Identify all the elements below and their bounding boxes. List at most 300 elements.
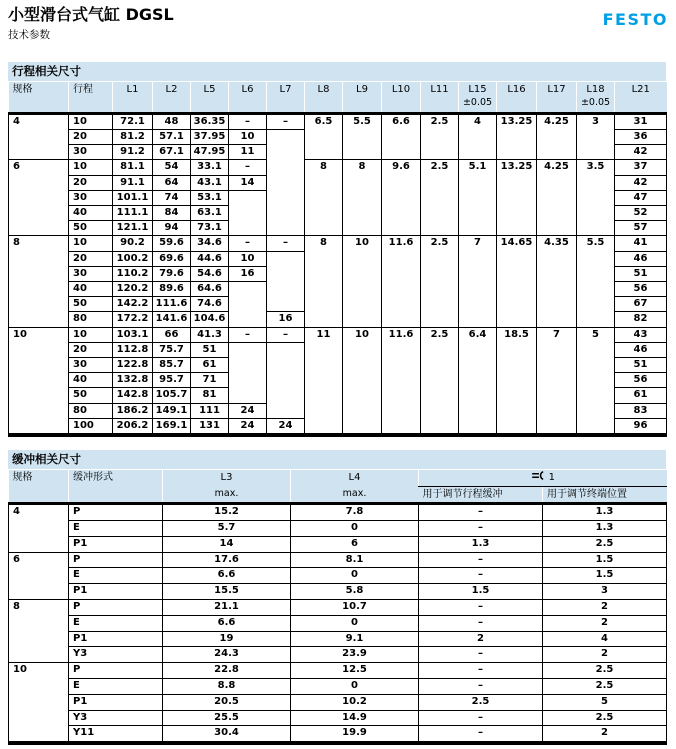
column-header: L9 xyxy=(343,82,382,113)
table-row xyxy=(9,600,667,616)
table-cell: 59.6 xyxy=(153,236,191,251)
table-cell: 51 xyxy=(615,357,667,372)
table-cell: 36.35 xyxy=(191,113,229,129)
table-cell: – xyxy=(229,327,267,342)
table-cell: 0 xyxy=(291,568,419,584)
table-cell: 83 xyxy=(615,403,667,418)
table-cell: 131 xyxy=(191,418,229,435)
table-cell: 1.5 xyxy=(419,584,543,600)
table-cell: 66 xyxy=(153,327,191,342)
table-cell: 47 xyxy=(615,190,667,205)
table-cell: 100.2 xyxy=(113,251,153,266)
table-row xyxy=(9,647,667,663)
table-row xyxy=(9,160,667,175)
table-cell: – xyxy=(419,726,543,743)
l4-max-label: max. xyxy=(342,487,367,499)
table-cell: P1 xyxy=(69,631,163,647)
table-cell: 48 xyxy=(153,113,191,129)
table-cell: 6 xyxy=(291,536,419,552)
table-cell: 10 xyxy=(69,113,113,129)
table-cell: 46 xyxy=(615,251,667,266)
table-cell: 149.1 xyxy=(153,403,191,418)
table-cell: 206.2 xyxy=(113,418,153,435)
table-cell: 56 xyxy=(615,281,667,296)
table-cell: 10.7 xyxy=(291,600,419,616)
table-row xyxy=(9,504,667,521)
table-cell: 81 xyxy=(191,388,229,403)
table-cell: 81.1 xyxy=(113,160,153,175)
table-cell: 5 xyxy=(543,694,667,710)
table-cell: 3 xyxy=(543,584,667,600)
table-cell: 6 xyxy=(9,160,69,236)
table-cell: 23.9 xyxy=(291,647,419,663)
table-cell xyxy=(267,251,305,312)
table-cell: 2.5 xyxy=(543,710,667,726)
table-cell: 10 xyxy=(343,327,382,435)
table-cell: 1.3 xyxy=(419,536,543,552)
table-cell: 56 xyxy=(615,373,667,388)
table-cell: 81.2 xyxy=(113,129,153,144)
col-header-hex-key-group xyxy=(419,470,667,486)
table-cell: 6.5 xyxy=(305,113,343,160)
table-cell: 40 xyxy=(69,373,113,388)
table-row xyxy=(9,568,667,584)
table-cell: 169.1 xyxy=(153,418,191,435)
table-cell: 10 xyxy=(9,663,69,743)
table-cell: 6.4 xyxy=(459,327,497,435)
table-cell: 19 xyxy=(163,631,291,647)
table-cell: 64.6 xyxy=(191,281,229,296)
table-cell: 0 xyxy=(291,521,419,537)
table-cell: 30 xyxy=(69,266,113,281)
table-cell: 2.5 xyxy=(421,113,459,160)
table-cell: 120.2 xyxy=(113,281,153,296)
table-cell: 104.6 xyxy=(191,312,229,327)
table-cell: 85.7 xyxy=(153,357,191,372)
table-cell: 101.1 xyxy=(113,190,153,205)
col-header-adjust-stroke-cushion: 用于调节行程缓冲 xyxy=(419,486,543,504)
table-cell: 30.4 xyxy=(163,726,291,743)
table-cell: 15.2 xyxy=(163,504,291,521)
table-cell: 4.25 xyxy=(537,113,577,160)
table-cell: – xyxy=(229,160,267,175)
table-cell: 110.2 xyxy=(113,266,153,281)
page-title: 小型滑台式气缸 DGSL xyxy=(8,5,174,24)
table-cell: 11 xyxy=(229,145,267,160)
table-cell: 112.8 xyxy=(113,342,153,357)
table-cell: 34.6 xyxy=(191,236,229,251)
table-cell: 13.25 xyxy=(497,160,537,236)
table-cell: 14.9 xyxy=(291,710,419,726)
table-cell: 1.5 xyxy=(543,568,667,584)
table-cell: 74.6 xyxy=(191,297,229,312)
col-header-spec: 规格 xyxy=(9,470,69,504)
table-cell xyxy=(267,129,305,235)
table-cell: 36 xyxy=(615,129,667,144)
table-cell: 24 xyxy=(267,418,305,435)
column-header: L16 xyxy=(497,82,537,113)
table-cell: – xyxy=(267,113,305,129)
table-cell: 0 xyxy=(291,678,419,694)
table-cell: 111.1 xyxy=(113,205,153,220)
table-cell: 15.5 xyxy=(163,584,291,600)
table-cell: 61 xyxy=(191,357,229,372)
table-cell: Y3 xyxy=(69,710,163,726)
table-cell: 100 xyxy=(69,418,113,435)
table-cell: 10 xyxy=(69,160,113,175)
l4-label: L4 xyxy=(348,472,361,484)
table-cell: 50 xyxy=(69,297,113,312)
table-cell: 57 xyxy=(615,221,667,236)
table-cell: 20 xyxy=(69,251,113,266)
table-cell: 43 xyxy=(615,327,667,342)
table-cell: 7.8 xyxy=(291,504,419,521)
table-cell: – xyxy=(419,600,543,616)
table-cell: 11 xyxy=(305,327,343,435)
table-cell: 30 xyxy=(69,357,113,372)
table-cell: 41.3 xyxy=(191,327,229,342)
table-cell: 7 xyxy=(537,327,577,435)
table-row xyxy=(9,726,667,743)
table-cell: 63.1 xyxy=(191,205,229,220)
table-cell: 16 xyxy=(229,266,267,281)
table-cell: 3.5 xyxy=(577,160,615,236)
table-cell: 9.6 xyxy=(382,160,421,236)
table-cell: 13.25 xyxy=(497,113,537,160)
table-cell: 2.5 xyxy=(543,663,667,679)
table-cell: 6.6 xyxy=(382,113,421,160)
table-cell: 122.8 xyxy=(113,357,153,372)
column-header: L2 xyxy=(153,82,191,113)
table-cell: E xyxy=(69,615,163,631)
table-cell: – xyxy=(419,678,543,694)
table-cell: 2.5 xyxy=(421,327,459,435)
table-cell: 31 xyxy=(615,113,667,129)
table-cell xyxy=(229,281,267,327)
table-row xyxy=(9,678,667,694)
table-cell: 61 xyxy=(615,388,667,403)
table-cell: 10 xyxy=(343,236,382,327)
table-cell: 80 xyxy=(69,403,113,418)
table-cell: 25.5 xyxy=(163,710,291,726)
column-header: L11 xyxy=(421,82,459,113)
table-cell: 111.6 xyxy=(153,297,191,312)
table-cell: 57.1 xyxy=(153,129,191,144)
table-cell: 19.9 xyxy=(291,726,419,743)
table-cell: 21.1 xyxy=(163,600,291,616)
table-cell: 43.1 xyxy=(191,175,229,190)
table-cell: 2.5 xyxy=(543,678,667,694)
table-cell: 30 xyxy=(69,145,113,160)
table-cell: 4 xyxy=(9,113,69,160)
table-cell xyxy=(229,342,267,403)
table-row xyxy=(9,327,667,342)
table-cell: 73.1 xyxy=(191,221,229,236)
table-cell: – xyxy=(229,236,267,251)
cushion-table-title: 缓冲相关尺寸 xyxy=(8,450,666,469)
table-cell: 1.3 xyxy=(543,521,667,537)
table-cell: 54 xyxy=(153,160,191,175)
table-cell: 2 xyxy=(543,726,667,743)
table-cell: 37.95 xyxy=(191,129,229,144)
stroke-dimensions-section xyxy=(8,62,666,437)
table-cell: 4 xyxy=(9,504,69,552)
table-cell: 11.6 xyxy=(382,236,421,327)
table-cell: 14.65 xyxy=(497,236,537,327)
table-cell: 44.6 xyxy=(191,251,229,266)
table-cell: 16 xyxy=(267,312,305,327)
table-row xyxy=(9,536,667,552)
table-cell: 33.1 xyxy=(191,160,229,175)
table-cell: 50 xyxy=(69,388,113,403)
table-cell: 5.5 xyxy=(577,236,615,327)
table-cell: 24 xyxy=(229,403,267,418)
table-cell: 51 xyxy=(191,342,229,357)
table-cell: – xyxy=(419,504,543,521)
hex-key-size: 1 xyxy=(548,471,555,483)
table-cell: – xyxy=(419,521,543,537)
table-cell: 82 xyxy=(615,312,667,327)
table-row xyxy=(9,710,667,726)
table-cell: 69.6 xyxy=(153,251,191,266)
column-header: 行程 xyxy=(69,82,113,113)
stroke-dimensions-table xyxy=(8,82,667,437)
table-cell: 14 xyxy=(163,536,291,552)
table-row xyxy=(9,631,667,647)
column-header: L18 ±0.05 xyxy=(577,82,615,113)
column-header: L21 xyxy=(615,82,667,113)
table-row xyxy=(9,584,667,600)
table-cell: 8 xyxy=(305,236,343,327)
table-cell: 47.95 xyxy=(191,145,229,160)
table-cell: 3 xyxy=(577,113,615,160)
table-cell: 7 xyxy=(459,236,497,327)
table-cell: Y3 xyxy=(69,647,163,663)
table-cell: 111 xyxy=(191,403,229,418)
table-cell: 10 xyxy=(69,327,113,342)
table-cell: 105.7 xyxy=(153,388,191,403)
table-cell: 71 xyxy=(191,373,229,388)
table-row xyxy=(9,521,667,537)
table-row xyxy=(9,694,667,710)
table-cell: 54.6 xyxy=(191,266,229,281)
table-cell: – xyxy=(419,568,543,584)
table-cell: 142.2 xyxy=(113,297,153,312)
table-cell: 9.1 xyxy=(291,631,419,647)
table-row xyxy=(9,615,667,631)
table-cell: 8.8 xyxy=(163,678,291,694)
table-cell: 2.5 xyxy=(421,236,459,327)
table-cell: Y11 xyxy=(69,726,163,743)
table-cell: 5 xyxy=(577,327,615,435)
table-cell: P xyxy=(69,504,163,521)
table-cell: 142.8 xyxy=(113,388,153,403)
table-cell: 20 xyxy=(69,175,113,190)
table-cell: P1 xyxy=(69,694,163,710)
table-cell: 5.8 xyxy=(291,584,419,600)
table-cell: 8.1 xyxy=(291,552,419,568)
table-cell: 91.2 xyxy=(113,145,153,160)
table-cell: 2.5 xyxy=(421,160,459,236)
table-cell: – xyxy=(419,615,543,631)
col-header-cushion-type: 缓冲形式 xyxy=(69,470,163,504)
table-cell: 20 xyxy=(69,342,113,357)
table-cell: 94 xyxy=(153,221,191,236)
cushion-header-row-1 xyxy=(9,470,667,486)
table-cell: 12.5 xyxy=(291,663,419,679)
column-header: L15 ±0.05 xyxy=(459,82,497,113)
table-cell: 121.1 xyxy=(113,221,153,236)
table-cell: 64 xyxy=(153,175,191,190)
table-cell: 80 xyxy=(69,312,113,327)
table-cell: 10.2 xyxy=(291,694,419,710)
l3-label: L3 xyxy=(220,472,233,484)
column-header: L17 xyxy=(537,82,577,113)
table-cell: 10 xyxy=(229,251,267,266)
table-cell: 2 xyxy=(543,647,667,663)
table-cell: 11.6 xyxy=(382,327,421,435)
table-cell: 10 xyxy=(9,327,69,435)
table-cell: 42 xyxy=(615,175,667,190)
table-cell: 91.1 xyxy=(113,175,153,190)
table-cell: E xyxy=(69,568,163,584)
table-cell: 4.35 xyxy=(537,236,577,327)
table-cell: 6.6 xyxy=(163,568,291,584)
table-cell: 46 xyxy=(615,342,667,357)
table-cell: 4 xyxy=(459,113,497,160)
table-cell: 5.1 xyxy=(459,160,497,236)
l3-max-label: max. xyxy=(214,487,239,499)
table-cell: 1.3 xyxy=(543,504,667,521)
table-row xyxy=(9,236,667,251)
cushion-dimensions-table xyxy=(8,470,667,745)
table-cell: 103.1 xyxy=(113,327,153,342)
table-cell: 18.5 xyxy=(497,327,537,435)
table-cell: – xyxy=(419,647,543,663)
table-cell: 2 xyxy=(543,615,667,631)
table-cell: 95.7 xyxy=(153,373,191,388)
table-cell: 14 xyxy=(229,175,267,190)
col-header-adjust-end-position: 用于调节终端位置 xyxy=(543,486,667,504)
table-cell: 6 xyxy=(9,552,69,599)
stroke-table-title: 行程相关尺寸 xyxy=(8,62,666,81)
column-header: L6 xyxy=(229,82,267,113)
table-cell: 5.5 xyxy=(343,113,382,160)
table-cell: 8 xyxy=(9,236,69,327)
table-row xyxy=(9,663,667,679)
table-cell: 40 xyxy=(69,205,113,220)
column-header: L7 xyxy=(267,82,305,113)
column-header: L5 xyxy=(191,82,229,113)
table-cell: 50 xyxy=(69,221,113,236)
table-cell: 4 xyxy=(543,631,667,647)
festo-logo: FESTO xyxy=(602,10,668,29)
table-cell: 53.1 xyxy=(191,190,229,205)
table-cell: – xyxy=(229,113,267,129)
table-cell: 172.2 xyxy=(113,312,153,327)
table-cell: 22.8 xyxy=(163,663,291,679)
table-cell: 89.6 xyxy=(153,281,191,296)
table-cell: 67 xyxy=(615,297,667,312)
table-cell: P xyxy=(69,663,163,679)
table-cell: 10 xyxy=(69,236,113,251)
cushion-dimensions-section xyxy=(8,450,666,745)
table-cell: 17.6 xyxy=(163,552,291,568)
table-cell: P1 xyxy=(69,536,163,552)
table-cell: 10 xyxy=(229,129,267,144)
table-cell: 2 xyxy=(419,631,543,647)
table-cell: 5.7 xyxy=(163,521,291,537)
column-header: L8 xyxy=(305,82,343,113)
col-header-l4 xyxy=(291,470,419,504)
table-cell: 79.6 xyxy=(153,266,191,281)
table-cell: 75.7 xyxy=(153,342,191,357)
col-header-l3 xyxy=(163,470,291,504)
table-cell: E xyxy=(69,521,163,537)
document-header xyxy=(8,6,668,42)
table-cell: P1 xyxy=(69,584,163,600)
table-cell: 84 xyxy=(153,205,191,220)
table-cell: 72.1 xyxy=(113,113,153,129)
page-subtitle: 技术参数 xyxy=(8,28,50,41)
table-cell: P xyxy=(69,600,163,616)
table-cell: 20.5 xyxy=(163,694,291,710)
column-header: L10 xyxy=(382,82,421,113)
table-cell: – xyxy=(267,236,305,251)
table-cell xyxy=(267,342,305,418)
stroke-header-row xyxy=(9,82,667,113)
table-cell: 2 xyxy=(543,600,667,616)
table-cell: 8 xyxy=(9,600,69,663)
table-cell: 42 xyxy=(615,145,667,160)
table-cell: 2.5 xyxy=(543,536,667,552)
table-cell: 141.6 xyxy=(153,312,191,327)
table-cell: – xyxy=(419,710,543,726)
table-cell: 8 xyxy=(343,160,382,236)
table-cell: 0 xyxy=(291,615,419,631)
table-cell: E xyxy=(69,678,163,694)
table-cell: 132.8 xyxy=(113,373,153,388)
table-cell xyxy=(229,190,267,236)
table-cell: 6.6 xyxy=(163,615,291,631)
column-header: L1 xyxy=(113,82,153,113)
table-cell: 37 xyxy=(615,160,667,175)
table-cell: 90.2 xyxy=(113,236,153,251)
table-cell: – xyxy=(419,663,543,679)
table-row xyxy=(9,113,667,129)
table-cell: 30 xyxy=(69,190,113,205)
table-cell: 74 xyxy=(153,190,191,205)
table-cell: 24 xyxy=(229,418,267,435)
table-cell: P xyxy=(69,552,163,568)
table-cell: 1.5 xyxy=(543,552,667,568)
table-cell: 8 xyxy=(305,160,343,236)
table-cell: 67.1 xyxy=(153,145,191,160)
table-cell: – xyxy=(419,552,543,568)
hex-wrench-icon xyxy=(531,471,546,485)
column-header: 规格 xyxy=(9,82,69,113)
table-cell: 51 xyxy=(615,266,667,281)
table-row xyxy=(9,552,667,568)
table-cell: 96 xyxy=(615,418,667,435)
table-cell: 186.2 xyxy=(113,403,153,418)
table-cell: 20 xyxy=(69,129,113,144)
table-cell: 52 xyxy=(615,205,667,220)
table-cell: 2.5 xyxy=(419,694,543,710)
table-cell: 4.25 xyxy=(537,160,577,236)
table-cell: – xyxy=(267,327,305,342)
table-cell: 40 xyxy=(69,281,113,296)
